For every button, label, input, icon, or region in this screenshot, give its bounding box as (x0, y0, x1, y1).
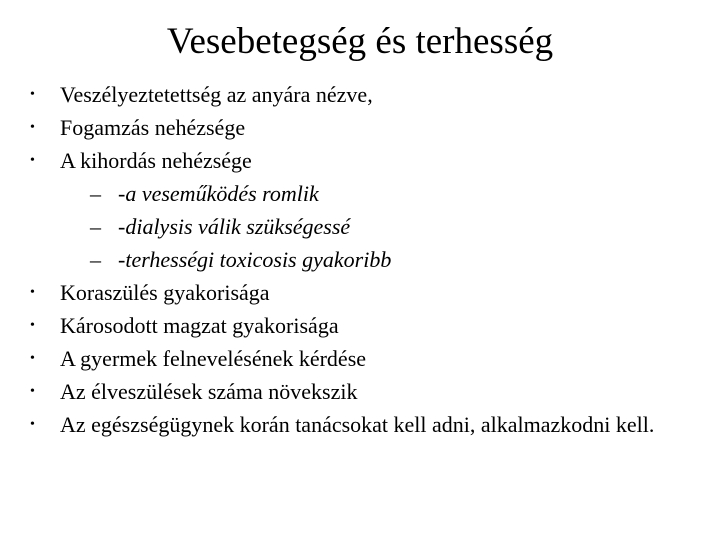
sub-list-item-text: -terhességi toxicosis gyakoribb (118, 247, 392, 272)
bullet-list (30, 78, 670, 441)
list-item-text: Fogamzás nehézsége (60, 115, 246, 140)
sub-list-item (30, 243, 670, 276)
bullet-icon: • (30, 417, 35, 432)
dash-icon: – (90, 247, 101, 272)
slide-title: Vesebetegség és terhesség (166, 21, 554, 62)
sub-list-item (30, 177, 670, 210)
list-item (30, 375, 670, 408)
list-item-text: Koraszülés gyakorisága (60, 280, 270, 305)
list-item (30, 309, 670, 342)
list-item (30, 276, 670, 309)
bullet-icon: • (30, 120, 35, 135)
list-item (30, 78, 670, 111)
bullet-icon: • (30, 384, 35, 399)
bullet-icon: • (30, 153, 35, 168)
list-item (30, 408, 670, 441)
bullet-icon: • (30, 87, 35, 102)
list-item-text: A kihordás nehézsége (60, 148, 252, 173)
bullet-icon: • (30, 318, 35, 333)
dash-icon: – (90, 214, 101, 239)
list-item-text: A gyermek felnevelésének kérdése (60, 346, 367, 371)
bullet-icon: • (30, 285, 35, 300)
list-item (30, 342, 670, 375)
bullet-icon: • (30, 351, 35, 366)
list-item-text: Az élveszülések száma növekszik (60, 379, 358, 404)
list-item-text: Az egészségügynek korán tanácsokat kell adni, alkalmazkodni kell. (60, 412, 655, 437)
list-item-text: Veszélyeztetettség az anyára nézve, (60, 82, 373, 107)
dash-icon: – (90, 181, 101, 206)
list-item (30, 111, 670, 144)
list-item (30, 144, 670, 177)
sub-list-item (30, 210, 670, 243)
sub-list-item-text: -a veseműködés romlik (118, 181, 319, 206)
list-item-text: Károsodott magzat gyakorisága (60, 313, 339, 338)
sub-list-item-text: -dialysis válik szükségessé (118, 214, 351, 239)
